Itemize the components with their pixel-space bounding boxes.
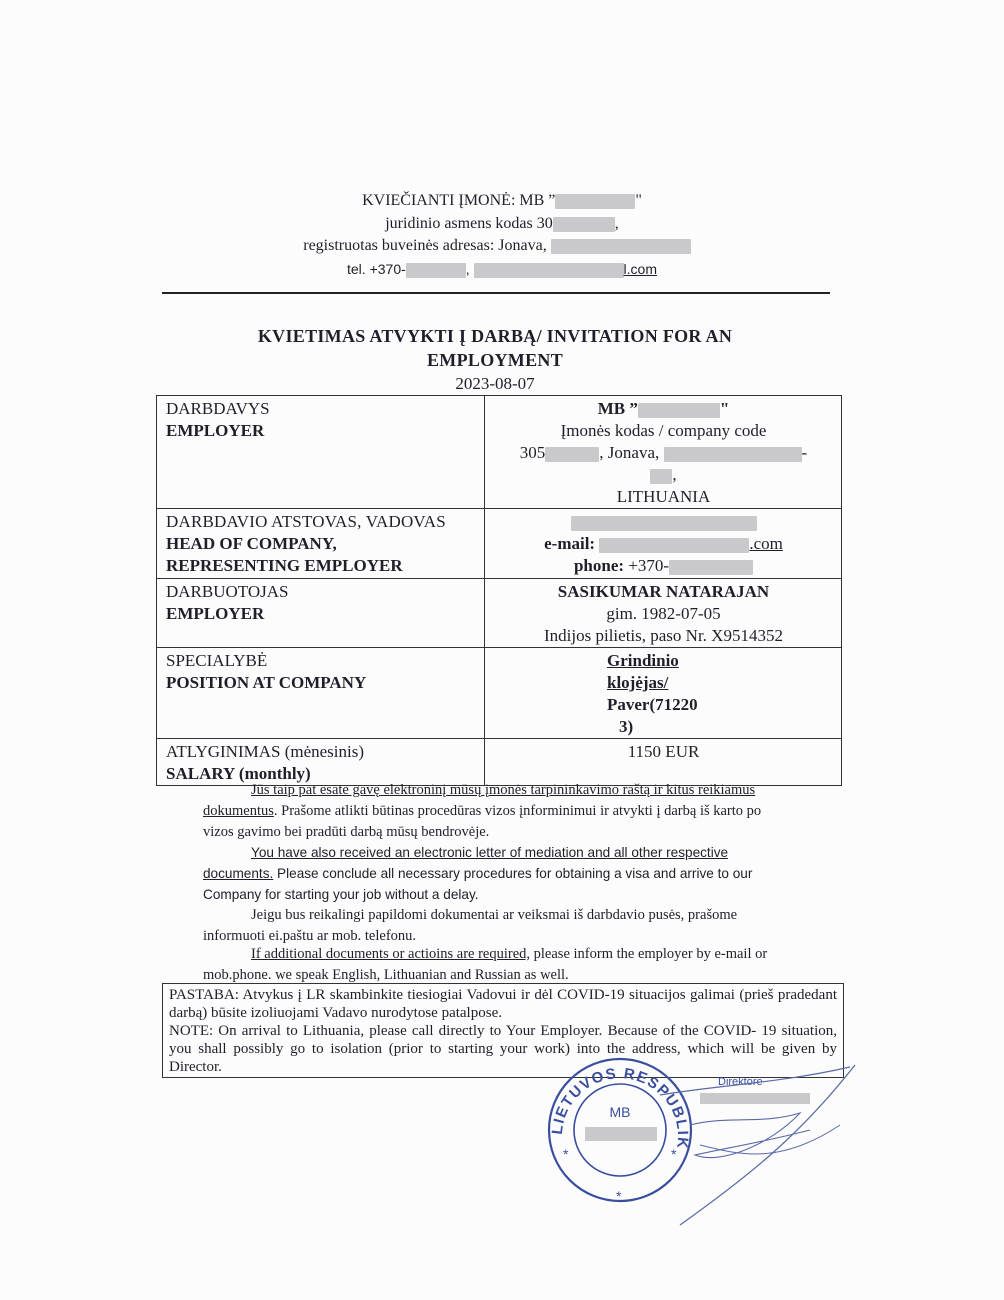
phone-label: phone:	[573, 556, 625, 575]
table-row	[157, 648, 842, 739]
paragraph-lt-1	[203, 780, 773, 843]
employer-name-prefix: MB ”	[597, 399, 638, 418]
salary-value: 1150 EUR	[627, 742, 700, 761]
employee-label-en: EMPLOYER	[166, 604, 265, 623]
note-lt: PASTABA: Atvykus į LR skambinkite tiesiogiai Vadovui ir dėl COVID-19 situacijos galimai (prieš pradedant darbą) būsite izoliuojami Vadavo nurodytose patalpose.	[169, 987, 837, 1021]
stamp-star-bottom: *	[616, 1188, 622, 1204]
position-value-cell	[485, 648, 842, 739]
redacted-block	[553, 217, 615, 232]
signer-title: Direktorė	[718, 1076, 763, 1088]
position-line1: Grindinio	[607, 651, 679, 670]
position-line4: 3)	[619, 717, 634, 736]
redacted-block	[474, 263, 624, 278]
email-suffix: .com	[749, 534, 783, 553]
p4-rest: please inform the employer by e-mail or mob.phone. we speak English, Lithuanian and Russian as well.	[203, 946, 768, 983]
employment-table	[156, 395, 842, 786]
stamp-star-left: *	[563, 1146, 569, 1162]
employer-label-en: EMPLOYER	[166, 421, 265, 440]
company-name-suffix: "	[635, 192, 642, 209]
head-label-en1: HEAD OF COMPANY,	[166, 534, 337, 553]
email-label: e-mail:	[544, 534, 596, 553]
document-date: 2023-08-07	[455, 374, 535, 393]
redacted-block	[406, 263, 466, 278]
email-suffix: l.com	[623, 261, 657, 277]
employee-value-cell	[485, 579, 842, 648]
employer-value-cell	[485, 396, 842, 509]
employee-passport: Indijos pilietis, paso Nr. X9514352	[544, 626, 783, 645]
table-row	[157, 396, 842, 509]
contact-separator: ,	[465, 261, 474, 277]
company-code-prefix: 305	[519, 443, 546, 462]
salary-label-lt: ATLYGINIMAS (mėnesinis)	[166, 742, 365, 761]
employer-label-lt: DARBDAVYS	[166, 399, 270, 418]
head-label-cell	[157, 509, 485, 579]
header-divider	[162, 292, 830, 294]
handwritten-signature	[600, 1055, 870, 1235]
p4-underlined: If additional documents or actioins are required,	[251, 946, 531, 962]
phone-prefix: tel. +370-	[347, 261, 406, 277]
position-line3: Paver(71220	[607, 695, 698, 714]
position-label-cell	[157, 648, 485, 739]
country: LITHUANIA	[616, 487, 711, 506]
contact-line	[0, 259, 1004, 280]
company-line	[0, 190, 1004, 211]
redacted-block	[650, 469, 672, 484]
stamp-star-right: *	[671, 1146, 677, 1162]
legal-code-line	[0, 213, 1004, 234]
p2-rest: Please conclude all necessary procedures for obtaining a visa and arrive to our Company for starting your job without a delay.	[203, 866, 753, 902]
employee-birth: gim. 1982-07-05	[606, 604, 721, 623]
employee-name: SASIKUMAR NATARAJAN	[557, 582, 770, 601]
table-row	[157, 579, 842, 648]
paragraph-lt-2: Jeigu bus reikalingi papildomi dokumentai ar veiksmai iš darbdavio pusės, prašome informuoti ei.paštu ar mob. telefonu.	[203, 907, 738, 944]
redacted-block	[669, 560, 753, 575]
head-label-lt: DARBDAVIO ATSTOVAS, VADOVAS	[166, 512, 446, 531]
employer-name-suffix: "	[719, 399, 730, 418]
company-dash: -	[801, 443, 808, 462]
company-city: , Jonava,	[599, 443, 660, 462]
redacted-block	[664, 447, 802, 462]
employer-label-cell	[157, 396, 485, 509]
document-title: KVIETIMAS ATVYKTI Į DARBĄ/ INVITATION FOR AN	[257, 326, 733, 346]
table-row	[157, 739, 842, 786]
company-code-label: Įmonės kodas / company code	[560, 421, 767, 440]
salary-label-cell	[157, 739, 485, 786]
p1-rest: . Prašome atlikti būtinas procedūras vizos įnforminimui ir atvykti į darbą iš karto po vizos gavimo bei pradūti darbą mūsų bendrovėje.	[203, 803, 762, 840]
head-value-cell	[485, 509, 842, 579]
phone-value: +370-	[628, 556, 670, 575]
company-name-prefix: KVIEČIANTI ĮMONĖ: MB ”	[362, 192, 556, 209]
redacted-block	[545, 447, 599, 462]
address-line	[0, 235, 999, 256]
company-comma: ,	[672, 465, 677, 484]
salary-label-en: SALARY (monthly)	[166, 764, 311, 783]
employee-label-lt: DARBUOTOJAS	[166, 582, 289, 601]
position-label-lt: SPECIALYBĖ	[166, 651, 268, 670]
redacted-block	[599, 538, 749, 553]
redacted-block	[638, 403, 720, 418]
head-label-en2: REPRESENTING EMPLOYER	[166, 556, 403, 575]
stamp-ring-text: LIETUVOS RESPUBLIK	[548, 1065, 692, 1151]
stamp-center-text: MB	[609, 1104, 631, 1120]
legal-code-suffix: ,	[614, 215, 619, 232]
p1-underlined: Jūs taip pat esate gavę elektroninį mūsų įmonės tarpininkavimo raštą ir kitus reikiamus dokumentus	[203, 782, 756, 819]
position-label-en: POSITION AT COMPANY	[166, 673, 367, 692]
table-row	[157, 509, 842, 579]
address-prefix: registruotas buveinės adresas: Jonava,	[303, 237, 547, 254]
note-en: NOTE: On arrival to Lithuania, please call directly to Your Employer. Because of the COVID- 19 situation, you shall possibly go to isolation (prior to starting your work) into the address, which will be given by Director.	[169, 1023, 837, 1075]
redacted-block	[551, 239, 691, 254]
position-line2: klojėjas/	[607, 673, 669, 692]
document-title-line2: EMPLOYMENT	[427, 350, 563, 370]
paragraph-en-1	[203, 842, 773, 905]
paragraph-en-2	[203, 944, 773, 986]
employee-label-cell	[157, 579, 485, 648]
legal-code-prefix: juridinio asmens kodas 30	[385, 215, 553, 232]
redacted-block	[555, 194, 635, 209]
redacted-block	[571, 516, 757, 531]
p2-underlined: You have also received an electronic letter of mediation and all other respective documents.	[203, 845, 729, 881]
salary-value-cell	[485, 739, 842, 786]
